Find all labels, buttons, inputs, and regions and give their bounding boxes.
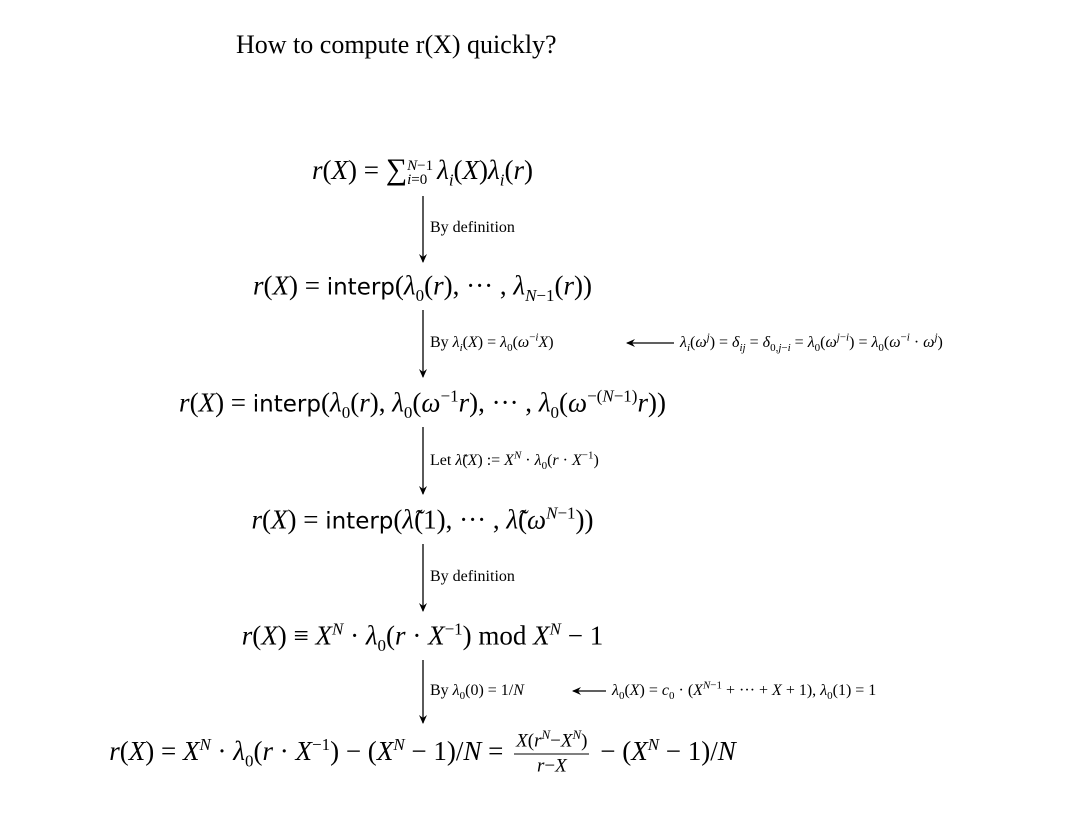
justification-2: $\lambda_i(\omega^j) = \delta_{ij} = \delta_{0,j-i} = \lambda_0(\omega^{j-i}) = \lambda_0(\omega^{-i} \cdot \omega^j)$ xyxy=(680,331,943,355)
equation-1: r(X) = ∑ N−1 i=0 $\lambda_i(X)\lambda_i(r)$ xyxy=(312,153,533,190)
equation-4: r(X) = interp(λ̃(1), ··· , $\lambdã(\omega^{N-1})$) xyxy=(251,503,594,535)
step-label-3: Let λ̃(X) := $X^N \cdot \lambda_0(r \cdot X^{-1})$ xyxy=(430,449,599,473)
step-label-1: By definition xyxy=(430,219,515,236)
equation-6: $r(X) = X^N \cdot \lambda_0(r \cdot X^{-1}) - (X^N - 1)/N$ = $\frac{X(r^N-X^N)}{r-X}$ − $(X^N - 1)/N$ xyxy=(109,727,736,777)
equation-5: $r(X) \equiv X^N \cdot \lambda_0(r \cdot X^{-1})$ mod $X^N - 1$ xyxy=(241,619,604,655)
equation-2: $r(X) = interp(\lambda_0(r)$, ··· , $\lambda_{N-1}(r)$) xyxy=(252,270,592,305)
page-title: How to compute r(X) quickly? xyxy=(236,30,557,59)
step-label-4: By definition xyxy=(430,568,515,585)
step-label-2: By $\lambda_i(X) = \lambda_0(\omega^{-i}X)$ xyxy=(430,331,554,355)
equation-3: $r(X) = interp(\lambda_0(r)$, $\lambda_0(\omega^{-1}r)$, ··· , $\lambda_0(\omega^{-(N-1)}r)$) xyxy=(179,386,666,422)
step-label-5: By $\lambda_0(0) = 1/N$ xyxy=(430,682,524,703)
justification-5: $\lambda_0(X) = c_0 \cdot (X^{N-1}$ + ··· + X + 1), $\lambda_0(1) = 1$ xyxy=(612,679,877,703)
